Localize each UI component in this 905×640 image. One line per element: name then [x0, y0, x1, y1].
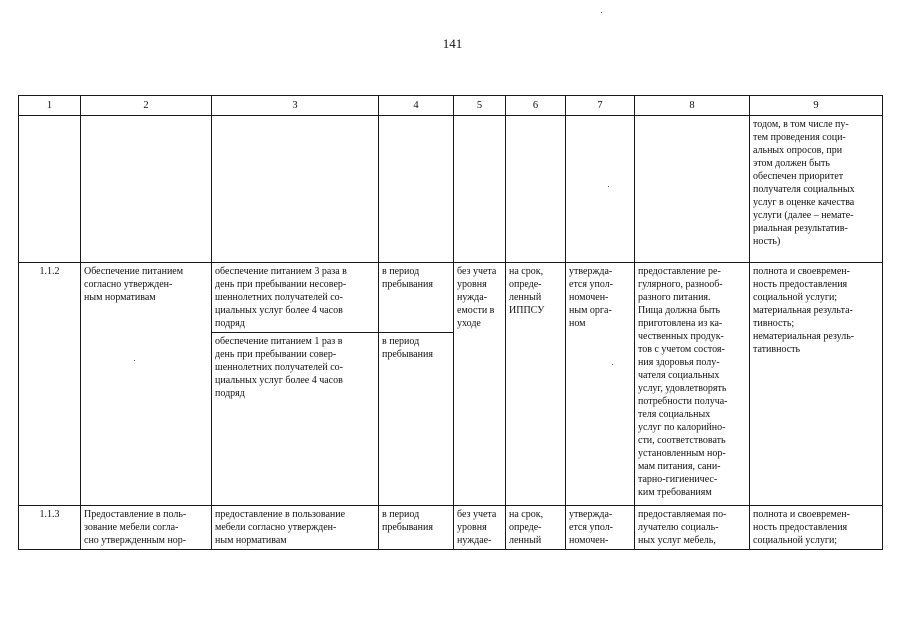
table-row-1-1-3 [19, 506, 883, 550]
column-header: 5 [454, 96, 506, 116]
table-cell [81, 116, 212, 263]
column-header: 7 [566, 96, 635, 116]
quality-criteria-cell: полнота и своевремен- ность предоставления социальной услуги; [750, 506, 883, 550]
approval-cell: утвержда- ется упол- номочен- ным орга- ном [566, 263, 635, 506]
table-cell [635, 116, 750, 263]
service-content-cell: обеспечение питанием 3 раза в день при пребывании несовер- шеннолетних получателей со- циальных услуг более 4 часов подряд [212, 263, 379, 333]
column-header: 2 [81, 96, 212, 116]
table-cell [212, 116, 379, 263]
column-header: 9 [750, 96, 883, 116]
table-cell [566, 116, 635, 263]
column-header: 8 [635, 96, 750, 116]
column-header: 4 [379, 96, 454, 116]
column-header: 1 [19, 96, 81, 116]
services-table [18, 95, 883, 550]
need-level-cell: без учета уровня нуждае- [454, 506, 506, 550]
approval-cell: утвержда- ется упол- номочен- [566, 506, 635, 550]
service-period-cell: в период пребывания [379, 263, 454, 333]
service-name-cell: Обеспечение питанием согласно утвержден- ным нормативам [81, 263, 212, 506]
table-cell [454, 116, 506, 263]
quality-criteria-cell: полнота и своевремен- ность предоставления социальной услуги; материальная результа- тивность; нематериальная резуль- тативность [750, 263, 883, 506]
table-row-continuation [19, 116, 883, 263]
column-header: 3 [212, 96, 379, 116]
quality-criteria-cell: тодом, в том числе пу- тем проведения соци- альных опросов, при этом должен быть обеспечен приоритет получателя социальных услуг в оценке качества услуги (далее – немате- риальная результатив- ность) [750, 116, 883, 263]
service-period-cell: в период пребывания [379, 506, 454, 550]
service-period-cell: в период пребывания [379, 333, 454, 506]
service-term-cell: на срок, опреде- ленный ИППСУ [506, 263, 566, 506]
page-number: 141 [442, 36, 463, 51]
row-number-cell: 1.1.2 [19, 263, 81, 506]
column-header: 6 [506, 96, 566, 116]
table-cell [379, 116, 454, 263]
service-conditions-cell: предоставляемая по- лучателю социаль- ных услуг мебель, [635, 506, 750, 550]
table-cell [506, 116, 566, 263]
service-term-cell: на срок, опреде- ленный [506, 506, 566, 550]
need-level-cell: без учета уровня нужда- емости в уходе [454, 263, 506, 506]
service-content-cell: обеспечение питанием 1 раз в день при пребывании совер- шеннолетних получателей со- циальных услуг более 4 часов подряд [212, 333, 379, 506]
table-cell [19, 116, 81, 263]
row-number-cell: 1.1.3 [19, 506, 81, 550]
service-name-cell: Предоставление в поль- зование мебели согла- сно утвержденным нор- [81, 506, 212, 550]
scan-speck [601, 12, 602, 13]
service-conditions-cell: предоставление ре- гулярного, разнооб- разного питания. Пища должна быть приготовлена из ка- чественных продук- тов с учетом состоя- ния здоровья полу- чателя социальных услуг, удовлетворять потребности получа- теля социальных услуг по калорийно- сти, соответствовать установленным нор- мам питания, сани- тарно-гигиеничес- ким требованиям [635, 263, 750, 506]
service-content-cell: предоставление в пользование мебели согласно утвержден- ным нормативам [212, 506, 379, 550]
table-row-1-1-2 [19, 263, 883, 333]
column-number-row [19, 96, 883, 116]
